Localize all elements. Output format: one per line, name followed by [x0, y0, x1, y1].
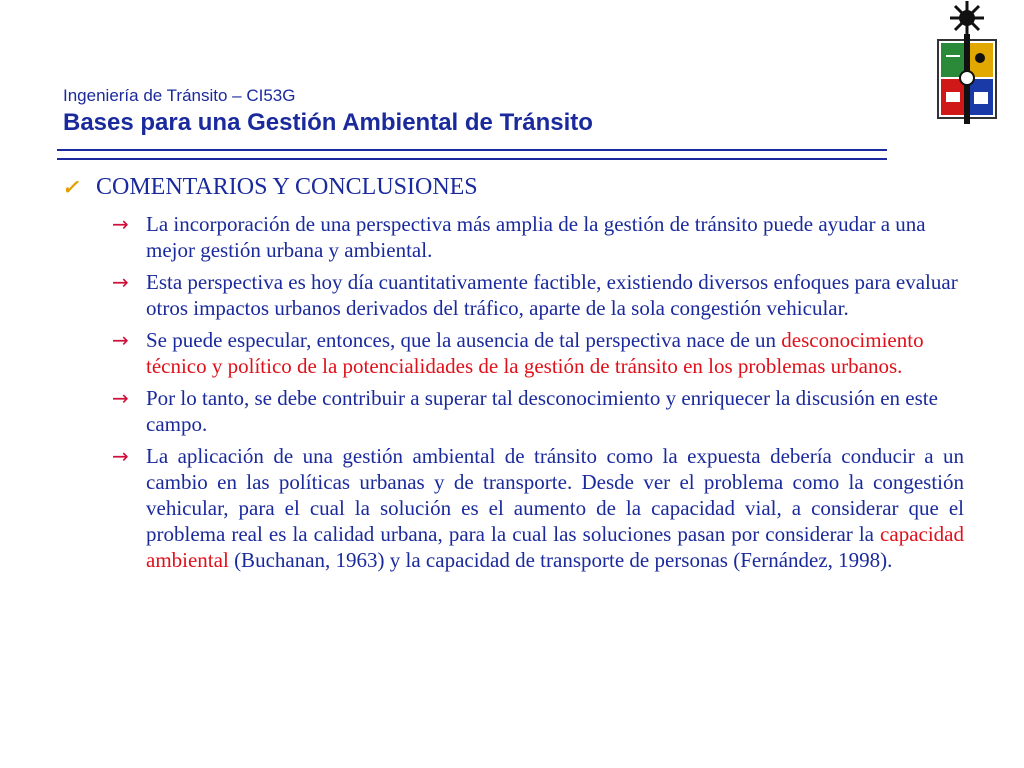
- right-arrow-icon: →: [112, 328, 129, 352]
- title-rule-bottom: [57, 158, 887, 160]
- right-arrow-icon: →: [112, 386, 129, 410]
- list-item-text: La incorporación de una perspectiva más amplia de la gestión de tránsito puede ayudar a una mejor gestión urbana y ambiental.: [146, 212, 926, 262]
- list-item-text: Por lo tanto, se debe contribuir a superar tal desconocimiento y enriquecer la discusión en este campo.: [146, 386, 938, 436]
- right-arrow-icon: →: [112, 444, 129, 468]
- list-item-text: Esta perspectiva es hoy día cuantitativamente factible, existiendo diversos enfoques para evaluar otros impactos urbanos derivados del tráfico, aparte de la sola congestión vehicular.: [146, 270, 958, 320]
- highlighted-text: capacidad ambiental: [146, 522, 964, 572]
- right-arrow-icon: →: [112, 270, 129, 294]
- list-item: [112, 327, 964, 379]
- list-item-text-start: La aplicación de una gestión ambiental de tránsito como la expuesta debería conducir a un cambio en las políticas urbanas y de transporte. Desde ver el problema como la congestión vehicular, para el cual la solución es el aumento de la capacidad vial, a considerar que el problema real es la calidad urbana, para la cual las soluciones pasan por considerar la: [146, 444, 964, 546]
- university-crest-icon: [932, 0, 1002, 128]
- list-item-text-end: (Buchanan, 1963) y la capacidad de transporte de personas (Fernández, 1998).: [228, 548, 893, 572]
- highlighted-text: desconocimiento técnico y político de la potencialidades de la gestión de tránsito en los problemas urbanos.: [146, 328, 924, 378]
- list-item-text: [146, 443, 964, 573]
- list-item: [112, 443, 964, 573]
- bullet-list: [112, 211, 964, 579]
- list-item-text-start: Se puede especular, entonces, que la ausencia de tal perspectiva nace de un: [146, 328, 782, 352]
- list-item: [112, 385, 964, 437]
- right-arrow-icon: →: [112, 212, 129, 236]
- title-rule-top: [57, 149, 887, 151]
- list-item-text: [146, 328, 924, 378]
- section-heading-text: COMENTARIOS Y CONCLUSIONES: [96, 174, 478, 200]
- course-label: Ingeniería de Tránsito – CI53G: [63, 86, 296, 105]
- list-item: [112, 211, 964, 263]
- checkmark-icon: ✓: [62, 177, 79, 199]
- list-item: [112, 269, 964, 321]
- section-heading: [62, 174, 478, 201]
- slide-title: Bases para una Gestión Ambiental de Tránsito: [63, 109, 593, 136]
